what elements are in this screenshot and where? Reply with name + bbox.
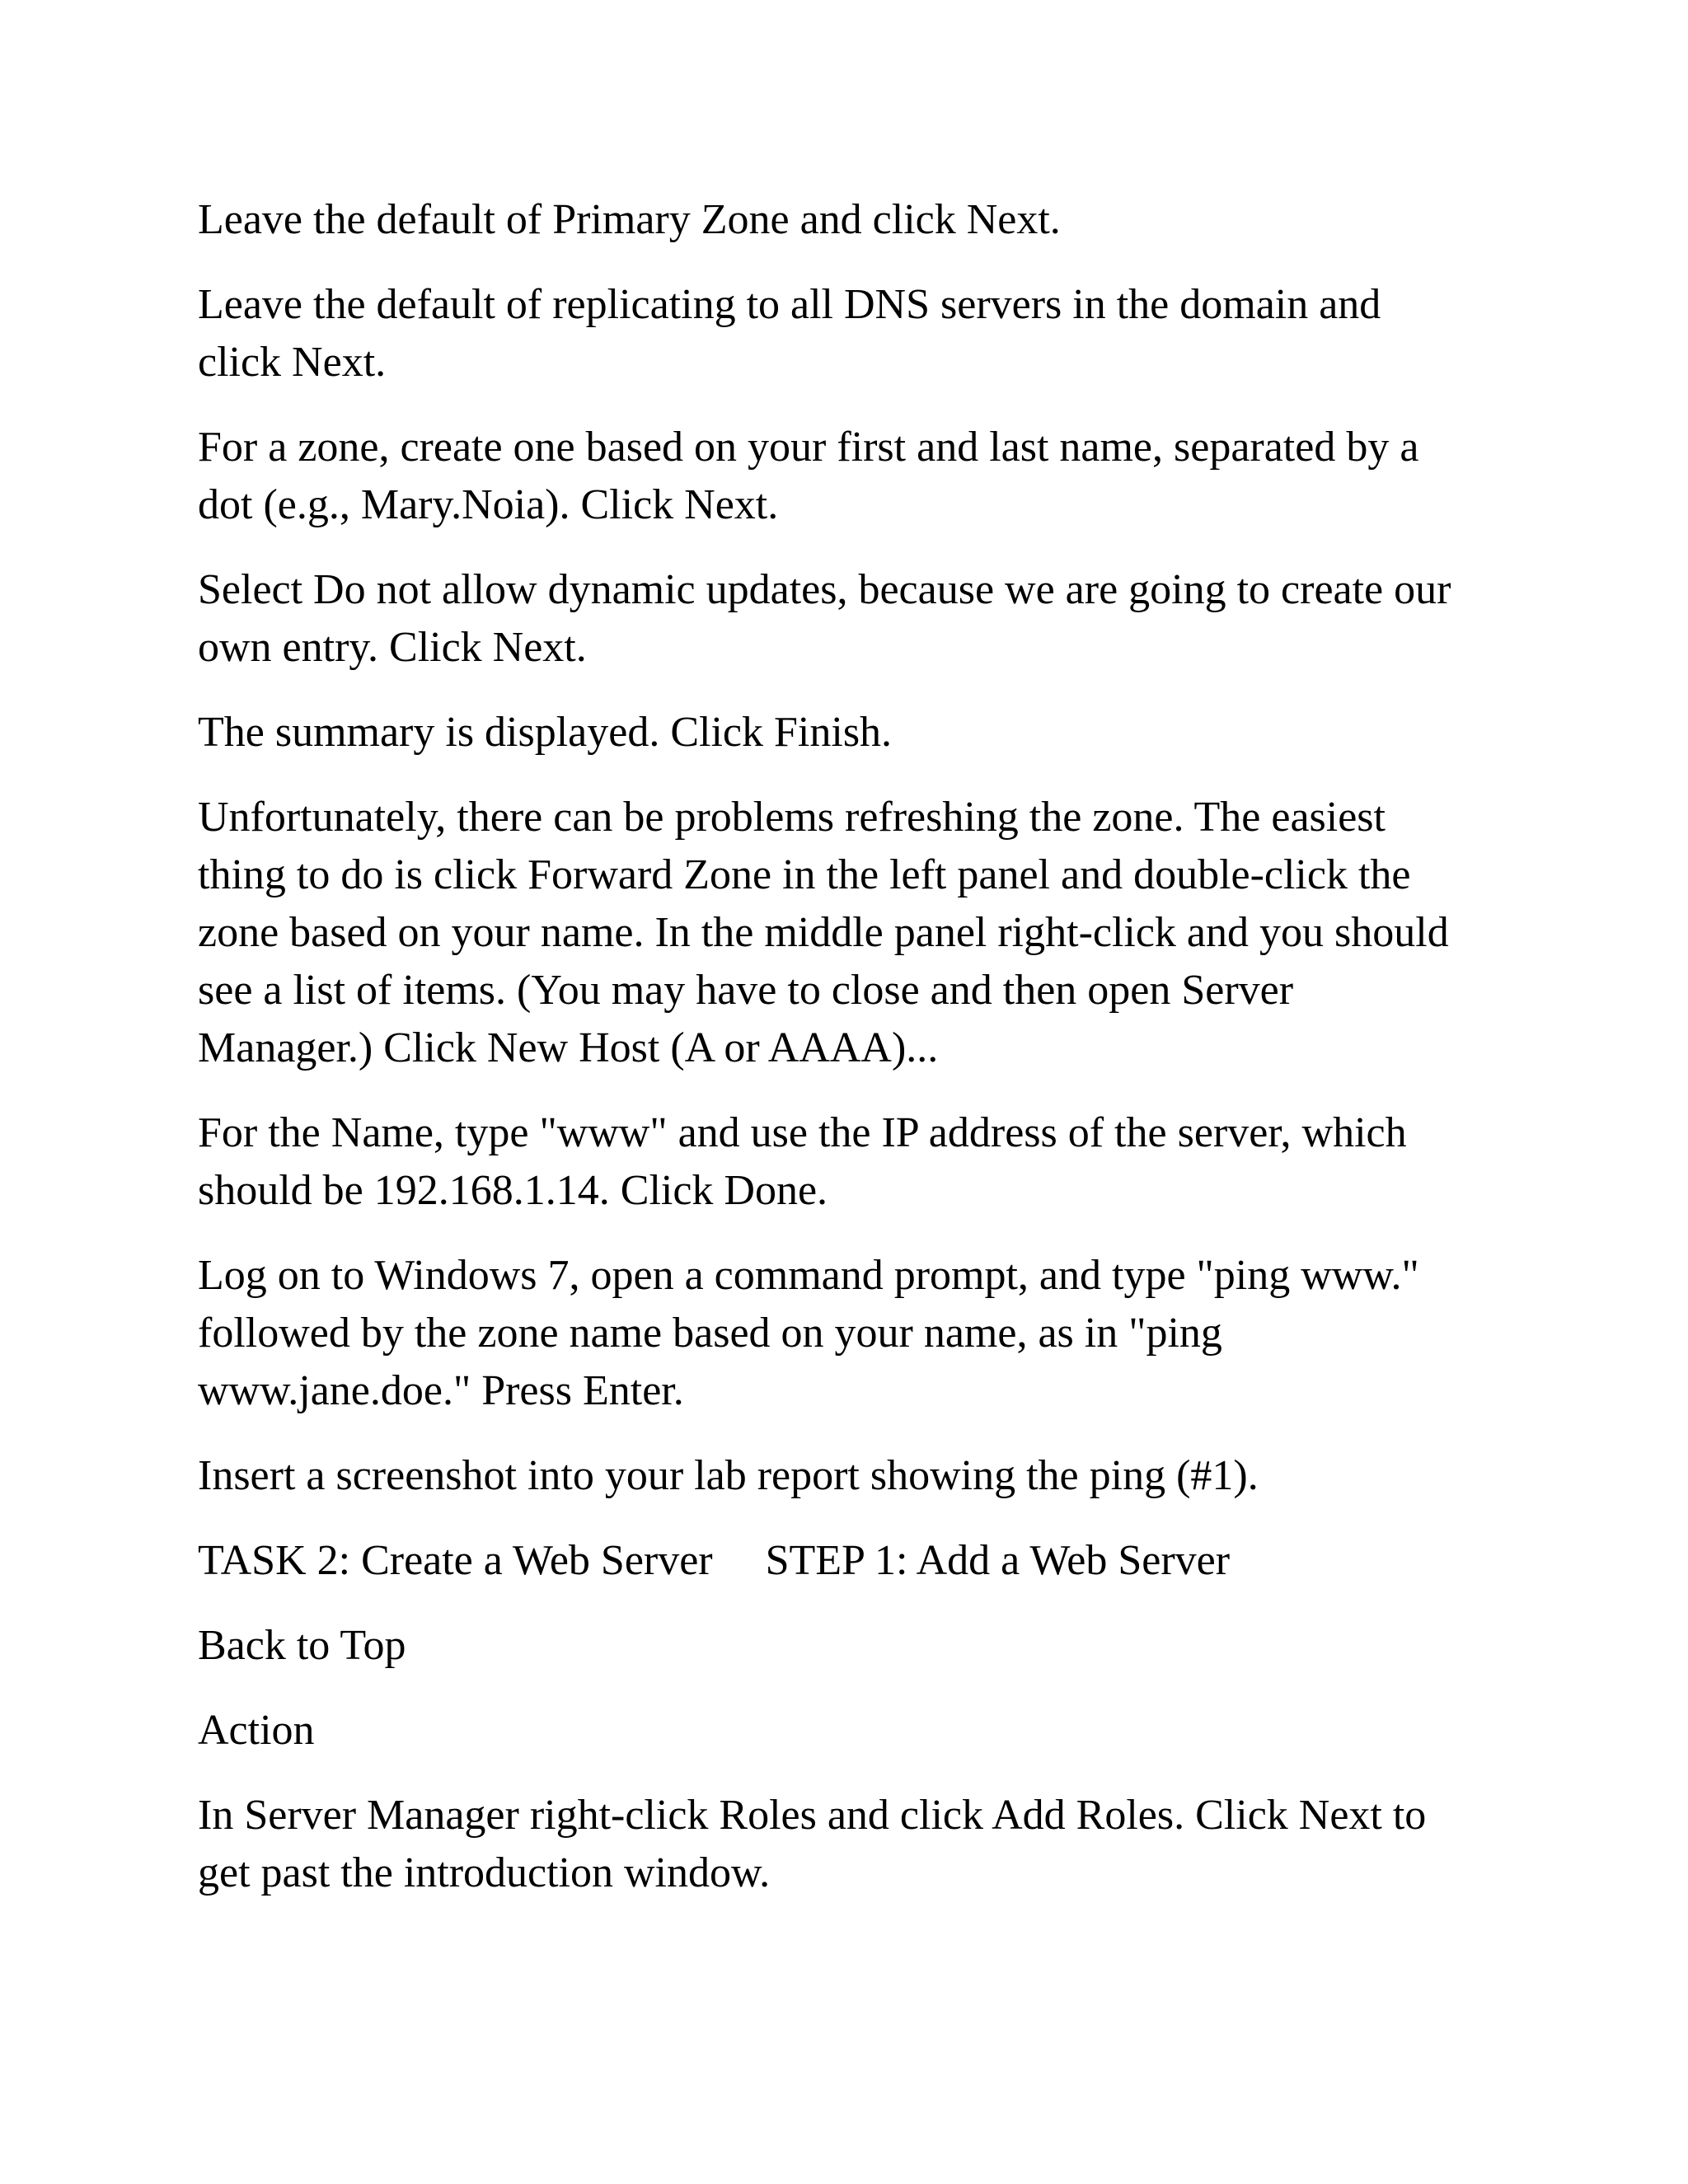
instruction-paragraph-5: The summary is displayed. Click Finish. bbox=[198, 709, 893, 756]
instruction-paragraph-3: For a zone, create one based on your first and last name, separated by a dot (e.g., Mary.Noia). Click Next. bbox=[198, 424, 1419, 528]
instruction-paragraph-6: Unfortunately, there can be problems refreshing the zone. The easiest thing to do is click Forward Zone in the left panel and double-click the zone based on your name. In the middle panel right-click and you should see a list of items. (You may have to close and then open Server Manager.) Click New Host (A or AAAA)... bbox=[198, 794, 1449, 1071]
back-to-top-link[interactable]: Back to Top bbox=[198, 1622, 406, 1669]
instruction-paragraph-7: For the Name, type "www" and use the IP address of the server, which should be 192.168.1.14. Click Done. bbox=[198, 1109, 1407, 1214]
task-step-heading bbox=[198, 1532, 1517, 1590]
instruction-paragraph-8: Log on to Windows 7, open a command prompt, and type "ping www." followed by the zone name based on your name, as in "ping www.jane.doe." Press Enter. bbox=[198, 1252, 1419, 1414]
step-heading: STEP 1: Add a Web Server bbox=[765, 1537, 1231, 1584]
action-label: Action bbox=[198, 1707, 315, 1754]
final-instruction-paragraph: In Server Manager right-click Roles and click Add Roles. Click Next to get past the introduction window. bbox=[198, 1792, 1427, 1896]
instruction-paragraph-2: Leave the default of replicating to all DNS servers in the domain and click Next. bbox=[198, 281, 1381, 386]
document-body bbox=[198, 191, 1517, 1929]
task-heading: TASK 2: Create a Web Server bbox=[198, 1537, 713, 1584]
instruction-paragraph-9: Insert a screenshot into your lab report showing the ping (#1). bbox=[198, 1452, 1259, 1499]
instruction-paragraph-1: Leave the default of Primary Zone and click Next. bbox=[198, 196, 1061, 243]
instruction-paragraph-4: Select Do not allow dynamic updates, because we are going to create our own entry. Click Next. bbox=[198, 566, 1451, 671]
